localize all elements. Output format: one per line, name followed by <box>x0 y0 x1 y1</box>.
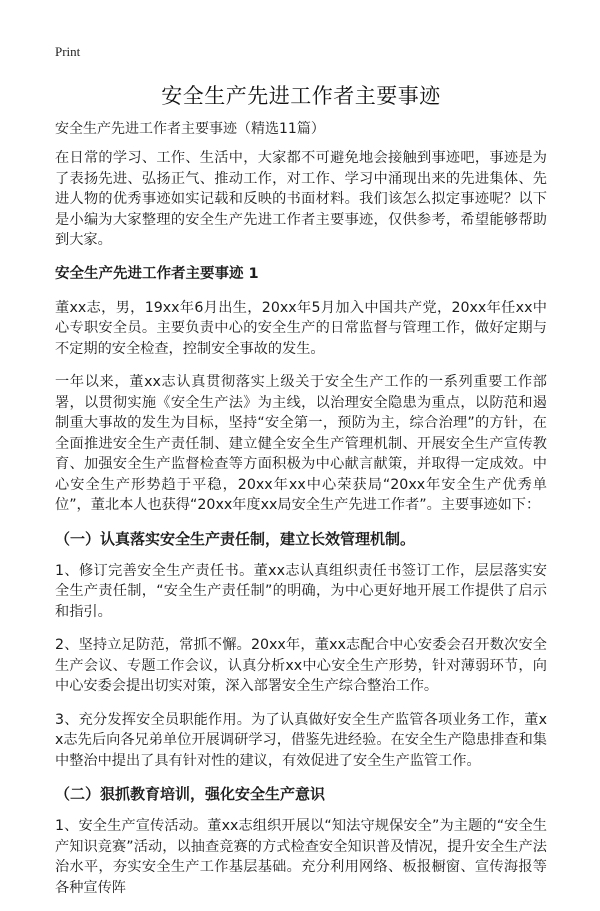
print-label[interactable]: Print <box>55 44 81 59</box>
section-heading: 安全生产先进工作者主要事迹 1 <box>55 265 259 282</box>
document-title: 安全生产先进工作者主要事迹 <box>161 84 441 108</box>
list-item: 1、修订完善安全生产责任书。董xx志认真组织责任书签订工作，层层落实安全生产责任制，“安全生产责任制”的明确，为中心更好地开展工作提供了启示和指引。 <box>55 562 547 620</box>
list-item: 3、充分发挥安全员职能作用。为了认真做好安全生产监管各项业务工作，董xx志先后向各兄弟单位开展调研学习，借鉴先进经验。在安全生产隐患排查和集中整治中提出了具有针对性的建议，有效促进了安全生产监管工作。 <box>55 711 547 769</box>
paragraph: 一年以来，董xx志认真贯彻落实上级关于安全生产工作的一系列重要工作部署，以贯彻实施《安全生产法》为主线，以治理安全隐患为重点，以防范和遏制重大事故的发生为目标，坚持“安全第一，预防为主，综合治理”的方针，在全面推进安全生产责任制、建立健全安全生产管理机制、开展安全生产宣传教育、加强安全生产监督检查等方面积极为中心献言献策，并取得一定成效。中心安全生产形势趋于平稳，20xx年xx中心荣获局“20xx年安全生产优秀单位”，董北本人也获得“20xx年度xx局安全生产先进工作者”。主要事迹如下： <box>55 374 547 513</box>
list-item: 2、坚持立足防范，常抓不懈。20xx年，董xx志配合中心安委会召开数次安全生产会议、专题工作会议，认真分析xx中心安全生产形势，针对薄弱环节，向中心安委会提出切实对策，深入部署安全生产综合整治工作。 <box>55 637 547 694</box>
intro-paragraph: 在日常的学习、工作、生活中，大家都不可避免地会接触到事迹吧，事迹是为了表扬先进、弘扬正气、推动工作，对工作、学习中涌现出来的先进集体、先进人物的优秀事迹如实记载和反映的书面材料。我们该怎么拟定事迹呢？以下是小编为大家整理的安全生产先进工作者主要事迹，仅供参考，希望能够帮助到大家。 <box>55 150 547 248</box>
paragraph: 董xx志，男，19xx年6月出生，20xx年5月加入中国共产党，20xx年任xx中心专职安全员。主要负责中心的安全生产的日常监督与管理工作，做好定期与不定期的安全检查，控制安全事故的发生。 <box>55 299 547 357</box>
list-item: 1、安全生产宣传活动。董xx志组织开展以“知法守规保安全”为主题的“安全生产知识竞赛”活动，以抽查竞赛的方式检查安全知识普及情况，提升安全生产法治水平，夯实安全生产工作基层基础。充分利用网络、板报橱窗、宣传海报等各种宣传阵 <box>55 818 547 896</box>
subsection-heading: （一）认真落实安全生产责任制，建立长效管理机制。 <box>55 529 416 548</box>
document-body <box>55 148 547 911</box>
subsection-heading: （二）狠抓教育培训，强化安全生产意识 <box>55 785 326 803</box>
document-subtitle: 安全生产先进工作者主要事迹（精选11篇） <box>55 121 325 137</box>
